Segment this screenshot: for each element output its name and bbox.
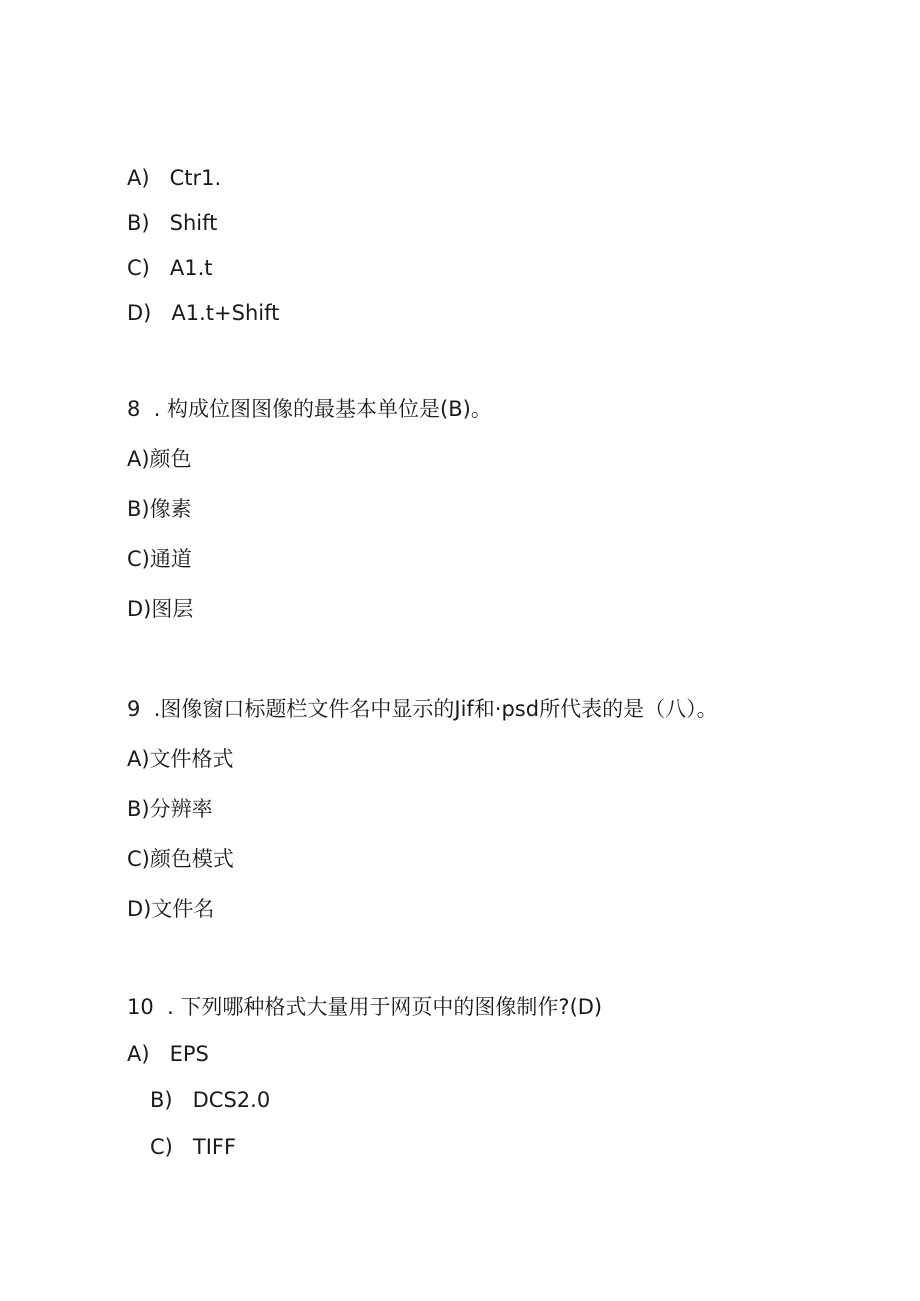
question-9-option-d: D)文件名 [127, 897, 215, 921]
option-a: A) Ctr1. [127, 166, 222, 190]
question-9-option-c: C)颜色模式 [127, 847, 234, 871]
question-8-option-a: A)颜色 [127, 447, 192, 471]
option-c: C) A1.t [127, 256, 213, 280]
question-8-option-d: D)图层 [127, 597, 194, 621]
question-9-option-a: A)文件格式 [127, 747, 234, 771]
question-8-option-c: C)通道 [127, 547, 192, 571]
question-8-option-b: B)像素 [127, 497, 192, 521]
question-9-stem: 9 .图像窗口标题栏文件名中显示的Jif和·psd所代表的是（八）。 [127, 697, 718, 721]
question-9-option-b: B)分辨率 [127, 797, 213, 821]
option-d: D) A1.t+Shift [127, 301, 280, 325]
question-10-option-c: C) TIFF [150, 1135, 237, 1159]
question-10-option-b: B) DCS2.0 [150, 1088, 271, 1112]
question-10-option-a: A) EPS [127, 1042, 209, 1066]
question-8-stem: 8 . 构成位图图像的最基本单位是(B)。 [127, 397, 492, 421]
question-10-stem: 10 . 下列哪种格式大量用于网页中的图像制作?(D) [127, 995, 603, 1019]
option-b: B) Shift [127, 211, 218, 235]
